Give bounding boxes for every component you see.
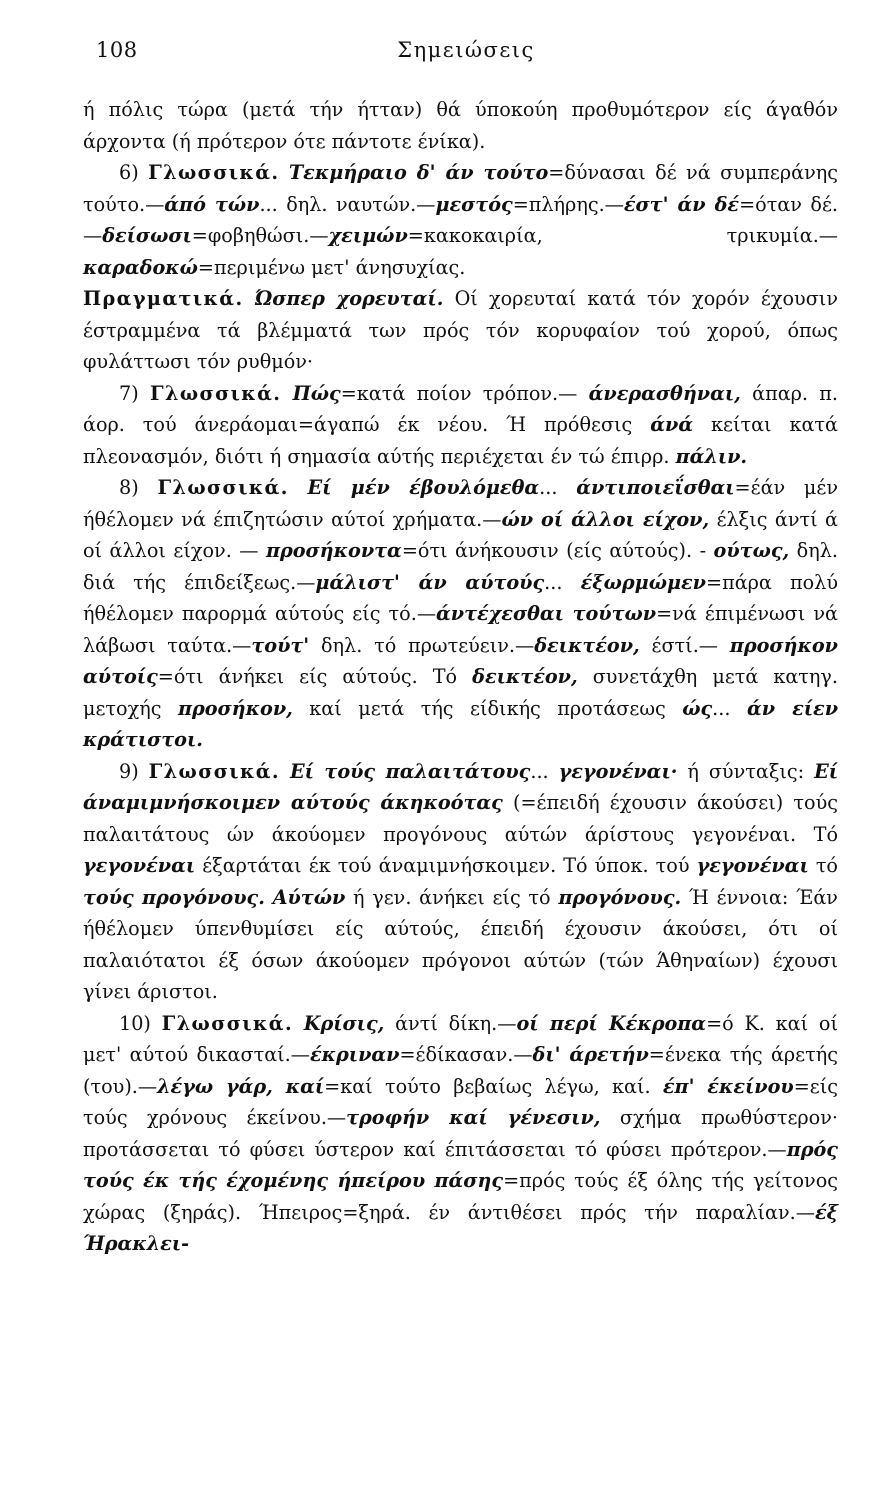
note-paragraph (83, 283, 838, 378)
term-highlight: τούς προγόνους. (83, 885, 265, 909)
term-highlight: τροφήν καί γένεσιν, (346, 1106, 601, 1129)
note-text: =δύνασαι δέ νά συμπεράνης τούτο.— (83, 161, 838, 216)
note-text: =νά έπιμένωσι νά λάβωσι ταύτα.— (83, 602, 838, 657)
term-highlight: Αύτών (272, 885, 346, 909)
term-highlight: έξ Ήρακλει- (83, 1200, 838, 1255)
note-text (279, 161, 288, 184)
note-text (293, 1012, 304, 1035)
note-text: καί μετά τής είδικής προτάσεως (292, 696, 683, 720)
term-highlight: δι' άρετήν (532, 1043, 649, 1066)
term-highlight: γεγονέναι (83, 854, 196, 877)
note-text (289, 476, 308, 499)
note-paragraph (83, 756, 838, 1008)
note-text: =έδίκασαν.— (399, 1043, 533, 1066)
note-text: =πάρα πολύ ήθέλομεν παρορμά αύτούς είς τό.— (83, 570, 838, 625)
note-text: =ό Κ. καί οί μετ' αύτού δικασταί.— (83, 1011, 838, 1066)
note-text: ή πόλις τώρα (μετά τήν ήτταν) θά ύποκούη προθυμότερον είς άγαθόν άρχοντα (ή πρότερον ότε πάντοτε ένίκα). (83, 98, 838, 153)
term-highlight: προσήκοντα (265, 539, 402, 562)
note-text: κείται κατά πλεονασμόν, διότι ή σημασία αύτής περιέχεται έν τώ έπιρρ. (83, 413, 838, 468)
term-highlight: έστ' άν δέ (623, 192, 740, 216)
note-text: ή γεν. άνήκει είς τό (345, 885, 559, 909)
note-text: Οί χορευταί κατά τόν χορόν έχουσιν έστραμμένα τά βλέμματά των πρός τόν κορυφαίον τού χορού, όπως φυλάττωσι τόν ρυθμόν· (83, 287, 838, 373)
page-number: 108 (96, 38, 138, 62)
note-text: =πλήρης.— (512, 192, 624, 216)
term-highlight: δείσωσι (102, 224, 192, 247)
section-label: Γλωσσικά. (161, 1011, 294, 1035)
term-highlight: δεικτέον, (472, 665, 578, 688)
note-paragraph (83, 378, 838, 473)
term-highlight: λέγω γάρ, καί (157, 1074, 325, 1098)
note-text: =ότι άνήκουσιν (είς αύτούς). - (401, 539, 714, 562)
term-highlight: ών οί άλλοι είχον, (501, 507, 710, 531)
note-text: =όταν δέ.— (83, 192, 838, 247)
note-text: =καί τούτο βεβαίως λέγω, καί. (324, 1074, 663, 1098)
term-highlight: προσήκον, (177, 696, 293, 720)
note-text (265, 886, 273, 909)
section-label: Γλωσσικά. (149, 381, 282, 405)
note-text: 10) (119, 1011, 162, 1035)
term-highlight: καραδοκώ (83, 255, 198, 279)
note-text: =πρός τούς έξ όλης τής γείτονος χώρας (ξηράς). Ήπειρος=ξηρά. έν άντιθέσει πρός τήν παραλίαν.— (83, 1169, 838, 1224)
term-highlight: Πώς (292, 381, 341, 405)
term-highlight: Εί τούς παλαιτάτους (289, 759, 531, 783)
section-label: Γλωσσικά. (157, 476, 289, 499)
page-header (96, 38, 836, 72)
term-highlight: οί περί Κέκροπα (516, 1011, 707, 1035)
note-text: =ότι άνήκει είς αύτούς. Τό (157, 665, 473, 688)
section-label: Γλωσσικά. (148, 161, 280, 184)
term-highlight: έπ' έκείνου (662, 1074, 794, 1098)
note-text: έστί.— (639, 633, 730, 657)
term-highlight: χειμών (328, 224, 408, 247)
term-highlight: έξωρμώμεν (580, 570, 706, 594)
term-highlight: γεγονέναι· (558, 759, 678, 783)
term-highlight: άνά (650, 413, 694, 436)
note-text: σχήμα πρωθύστερον· προτάσσεται τό φύσει ύστερον καί έπιτάσσεται τό φύσει πρότερον.— (83, 1106, 838, 1161)
note-text: =φοβηθώσι.— (191, 224, 329, 247)
notes-body (83, 94, 838, 1260)
note-text: δηλ. διά τής έπιδείξεως.— (83, 539, 838, 594)
note-text (280, 760, 290, 783)
note-text: τό (808, 854, 838, 877)
term-highlight: άπό τών (164, 192, 260, 216)
note-paragraph (83, 157, 838, 283)
note-text: =έάν μέν ήθέλομεν νά έπιζητώσιν αύτοί χρήματα.— (83, 476, 838, 531)
term-highlight: Κρίσις, (303, 1011, 385, 1035)
term-highlight: μεστός (435, 192, 513, 216)
note-text: ... (530, 759, 559, 783)
note-text: συνετάχθη μετά κατηγ. μετοχής (83, 665, 838, 720)
running-title: Σημειώσεις (397, 38, 535, 62)
note-paragraph (83, 94, 838, 157)
note-text: έξαρτάται έκ τού άναμιμνήσκοιμεν. Τό ύποκ. τού (195, 854, 697, 877)
term-highlight: μάλιστ' άν αύτούς (315, 570, 545, 594)
term-highlight: ούτως, (713, 539, 790, 562)
term-highlight: πάλιν. (675, 444, 748, 468)
note-text: =είς τούς χρόνους έκείνου.— (83, 1074, 838, 1129)
note-paragraph (83, 1008, 838, 1260)
term-highlight: Εί άναμιμνήσκοιμεν αύτούς άκηκοότας (83, 759, 838, 814)
note-text: άντί δίκη.— (384, 1011, 517, 1035)
note-text (244, 287, 255, 310)
term-highlight: πρός τούς έκ τής έχομένης ήπείρου πάσης (83, 1137, 838, 1192)
term-highlight: προγόνους. (558, 885, 682, 909)
term-highlight: άν είεν κράτιστοι. (83, 696, 839, 751)
note-text (281, 382, 292, 405)
term-highlight: Τεκμήραιο δ' άν τούτο (288, 161, 549, 184)
term-highlight: δεικτέον, (534, 633, 640, 657)
note-text: 9) (119, 759, 149, 783)
note-text: άπαρ. π. άορ. τού άνεράομαι=άγαπώ έκ νέου. Ή πρόθεσις (83, 381, 839, 436)
note-text: ... (544, 570, 581, 594)
section-label: Πραγματικά. (83, 287, 244, 310)
note-text: =κατά ποίον τρόπον.— (340, 381, 589, 405)
note-text: =περιμένω μετ' άνησυχίας. (197, 255, 466, 279)
section-label: Γλωσσικά. (148, 759, 281, 783)
note-paragraph (83, 472, 838, 756)
note-text: ή σύνταξις: (677, 759, 815, 783)
note-text: έλξις άντί ά οί άλλοι είχον. — (83, 507, 839, 562)
note-text: =ένεκα τής άρετής (του).— (83, 1043, 838, 1098)
term-highlight: έκριναν (309, 1043, 400, 1066)
term-highlight: γεγονέναι (696, 854, 809, 877)
term-highlight: άνερασθήναι, (588, 381, 741, 405)
note-text: 8) (119, 476, 158, 499)
term-highlight: Εί μέν έβουλόμεθα (307, 476, 540, 499)
term-highlight: άντιποιεΐσθαι (576, 476, 735, 499)
term-highlight: Ώσπερ χορευταί. (254, 287, 444, 310)
note-text: (=έπειδή έχουσιν άκούσει) τούς παλαιτάτους ών άκούομεν προγόνους αύτών άρίστους γεγονέναι. Τό (83, 791, 838, 846)
term-highlight: προσήκον αύτοίς (83, 633, 838, 688)
note-text: Ή έννοια: Έάν ήθέλομεν ύπενθυμίσει είς αύτούς, έπειδή έχουσιν άκούσει, ότι οί παλαιότατοι έξ όσων άκούομεν πρόγονοι αύτών (τών Άθηναίων) έχουσι γίνει άριστοι. (83, 885, 838, 1003)
note-text: ... (539, 476, 577, 499)
note-text: 6) (119, 161, 149, 184)
note-text: 7) (119, 381, 150, 405)
note-text: ... δηλ. ναυτών.— (259, 192, 436, 216)
term-highlight: ώς (682, 696, 713, 720)
note-text: δηλ. τό πρωτεύειν.— (309, 633, 535, 657)
term-highlight: άντέχεσθαι τούτων (436, 602, 657, 625)
term-highlight: τούτ' (251, 633, 310, 657)
note-text: =κακοκαιρία, τρικυμία.— (407, 224, 838, 247)
note-text: ... (712, 696, 747, 720)
